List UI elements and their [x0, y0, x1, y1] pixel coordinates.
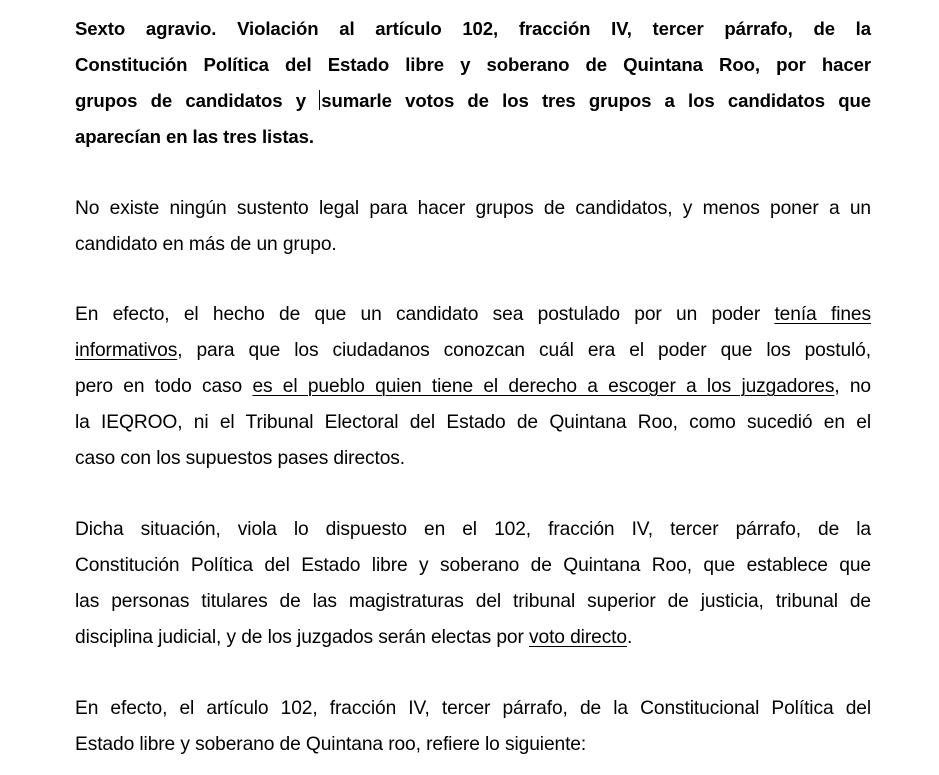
- text-line: Sexto agravio. Violación al artículo 102, fracción IV, tercer párrafo, de la: [75, 18, 871, 39]
- text-span: pero en todo caso: [75, 376, 253, 397]
- text-line: [75, 333, 871, 369]
- text-line: [75, 83, 871, 119]
- text-line: Dicha situación, viola lo dispuesto en el 102, fracción IV, tercer párrafo, de la: [75, 519, 871, 540]
- paragraph-3[interactable]: [75, 297, 871, 477]
- text-line: Constitución Política del Estado libre y soberano de Quintana Roo, que establece que: [75, 555, 871, 576]
- text-span: disciplina judicial, y de los juzgados serán electas por: [75, 627, 529, 648]
- text-line: [75, 297, 871, 333]
- underlined-text: voto directo: [529, 627, 627, 648]
- text-line: candidato en más de un grupo.: [75, 234, 337, 255]
- underlined-text: informativos: [75, 340, 178, 361]
- text-line: Constitución Política del Estado libre y soberano de Quintana Roo, por hacer: [75, 54, 871, 75]
- paragraph-2[interactable]: [75, 191, 871, 263]
- text-line: [75, 369, 871, 405]
- text-span: .: [627, 627, 633, 648]
- paragraph-4[interactable]: [75, 512, 871, 656]
- paragraph-5[interactable]: [75, 691, 871, 763]
- text-line: En efecto, el artículo 102, fracción IV, tercer párrafo, de la Constitucional Política del: [75, 698, 871, 719]
- text-line: Estado libre y soberano de Quintana roo, refiere lo siguiente:: [75, 734, 587, 755]
- text-line: la IEQROO, ni el Tribunal Electoral del Estado de Quintana Roo, como sucedió en el: [75, 412, 871, 433]
- text-line: aparecían en las tres listas.: [75, 126, 314, 147]
- text-span: En efecto, el hecho de que un candidato sea postulado por un poder: [75, 304, 775, 325]
- text-line: [75, 620, 871, 656]
- text-span: , no: [834, 376, 871, 397]
- text-span: grupos de candidatos y: [75, 90, 320, 111]
- text-line: No existe ningún sustento legal para hacer grupos de candidatos, y menos poner a un: [75, 198, 871, 219]
- text-span: sumarle votos de los tres grupos a los candidatos que: [321, 90, 871, 111]
- underlined-text: tenía fines: [774, 304, 871, 325]
- text-span: , para que los ciudadanos conozcan cuál era el poder que los postuló,: [177, 340, 871, 361]
- heading-paragraph[interactable]: [75, 11, 871, 155]
- text-line: caso con los supuestos pases directos.: [75, 448, 406, 469]
- underlined-text: es el pueblo quien tiene el derecho a escoger a los juzgadores: [252, 376, 835, 397]
- text-line: las personas titulares de las magistraturas del tribunal superior de justicia, tribunal de: [75, 591, 871, 612]
